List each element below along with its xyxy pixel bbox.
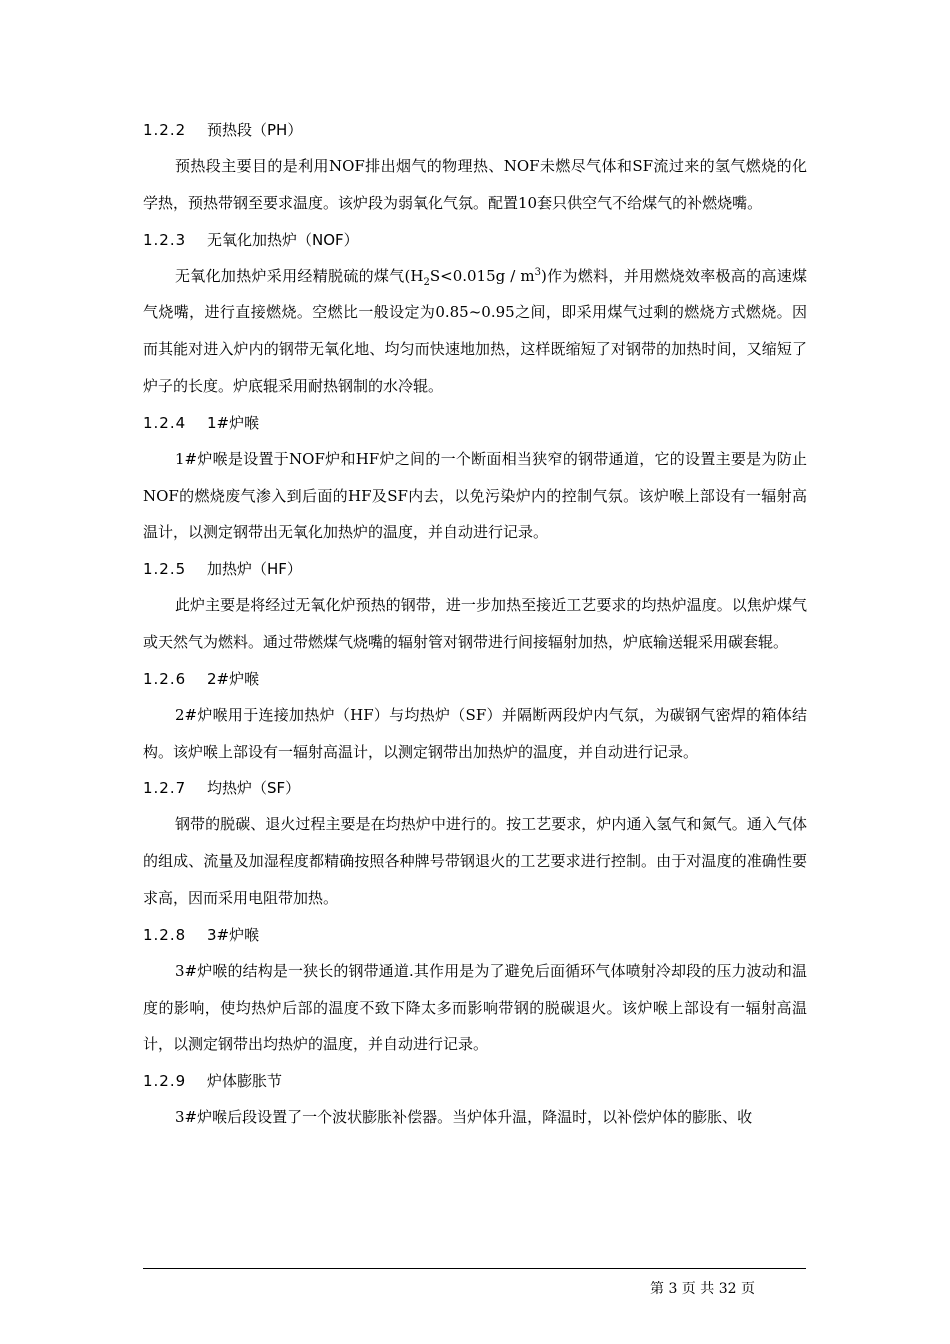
paragraph-text: )作为燃料，并用燃烧效率极高的高速煤气烧嘴，进行直接燃烧。空燃比一般设定为0.85~0.95之间，即采用煤气过剩的燃烧方式燃烧。因而其能对进入炉内的钢带无氧化地、均匀而快速地加热，这样既缩短了对钢带的加热时间，又缩短了炉子的长度。炉底辊采用耐热钢制的水冷辊。 <box>143 266 808 395</box>
section-heading-1-2-2 <box>143 112 807 148</box>
section-heading-1-2-4 <box>143 405 807 441</box>
section-paragraph-1-2-8: 3#炉喉的结构是一狭长的钢带通道.其作用是为了避免后面循环气体喷射冷却段的压力波动和温度的影响，使均热炉后部的温度不致下降太多而影响带钢的脱碳退火。该炉喉上部设有一辐射高温计，以测定钢带出均热炉的温度，并自动进行记录。 <box>143 961 807 1054</box>
section-number: 1.2.8 <box>143 925 187 944</box>
section-heading-1-2-8 <box>143 917 807 953</box>
section-title: 1#炉喉 <box>207 413 260 432</box>
section-paragraph-1-2-9: 3#炉喉后段设置了一个波状膨胀补偿器。当炉体升温，降温时，以补偿炉体的膨胀、收 <box>175 1108 753 1127</box>
section-paragraph-1-2-4: 1#炉喉是设置于NOF炉和HF炉之间的一个断面相当狭窄的钢带通道，它的设置主要是为防止NOF的燃烧废气渗入到后面的HF及SF内去，以免污染炉内的控制气氛。该炉喉上部设有一辐射高温计，以测定钢带出无氧化加热炉的温度，并自动进行记录。 <box>143 449 807 542</box>
section-title: 无氧化加热炉（NOF） <box>207 230 359 249</box>
section-number: 1.2.9 <box>143 1072 187 1091</box>
superscript: 3 <box>534 266 542 278</box>
section-title: 炉体膨胀节 <box>207 1072 283 1091</box>
section-title: 预热段（PH） <box>207 121 303 139</box>
subscript: 2 <box>423 276 430 288</box>
section-heading-1-2-9 <box>143 1063 807 1099</box>
section-number: 1.2.6 <box>143 669 187 688</box>
section-title: 加热炉（HF） <box>207 560 302 579</box>
section-paragraph-1-2-3 <box>143 258 807 405</box>
section-paragraph-1-2-2: 预热段主要目的是利用NOF排出烟气的物理热、NOF未燃尽气体和SF流过来的氢气燃烧的化学热，预热带钢至要求温度。该炉段为弱氧化气氛。配置10套只供空气不给煤气的补燃烧嘴。 <box>143 157 807 212</box>
section-heading-1-2-7 <box>143 770 807 806</box>
section-paragraph-1-2-5: 此炉主要是将经过无氧化炉预热的钢带，进一步加热至接近工艺要求的均热炉温度。以焦炉煤气或天然气为燃料。通过带燃煤气烧嘴的辐射管对钢带进行间接辐射加热，炉底输送辊采用碳套辊。 <box>143 596 807 651</box>
section-number: 1.2.3 <box>143 230 187 249</box>
footer-divider <box>143 1268 806 1269</box>
page-number-footer: 第 3 页 共 32 页 <box>650 1281 755 1297</box>
section-number: 1.2.5 <box>143 560 187 579</box>
paragraph-text: 无氧化加热炉采用经精脱硫的煤气(H <box>175 266 424 285</box>
section-heading-1-2-5 <box>143 551 807 587</box>
section-number: 1.2.4 <box>143 413 187 432</box>
section-title: 3#炉喉 <box>207 925 260 944</box>
section-heading-1-2-3 <box>143 222 807 258</box>
section-number: 1.2.7 <box>143 779 187 798</box>
section-number: 1.2.2 <box>143 121 187 139</box>
section-title: 2#炉喉 <box>207 669 260 688</box>
section-paragraph-1-2-6: 2#炉喉用于连接加热炉（HF）与均热炉（SF）并隔断两段炉内气氛，为碳钢气密焊的箱体结构。该炉喉上部设有一辐射高温计，以测定钢带出加热炉的温度，并自动进行记录。 <box>143 705 807 761</box>
document-body <box>143 112 807 1136</box>
section-paragraph-1-2-7: 钢带的脱碳、退火过程主要是在均热炉中进行的。按工艺要求，炉内通入氢气和氮气。通入气体的组成、流量及加湿程度都精确按照各种牌号带钢退火的工艺要求进行控制。由于对温度的准确性要求高，因而采用电阻带加热。 <box>143 815 807 907</box>
section-heading-1-2-6 <box>143 661 807 697</box>
section-title: 均热炉（SF） <box>207 779 301 798</box>
paragraph-text: S<0.015g / m <box>429 266 535 285</box>
